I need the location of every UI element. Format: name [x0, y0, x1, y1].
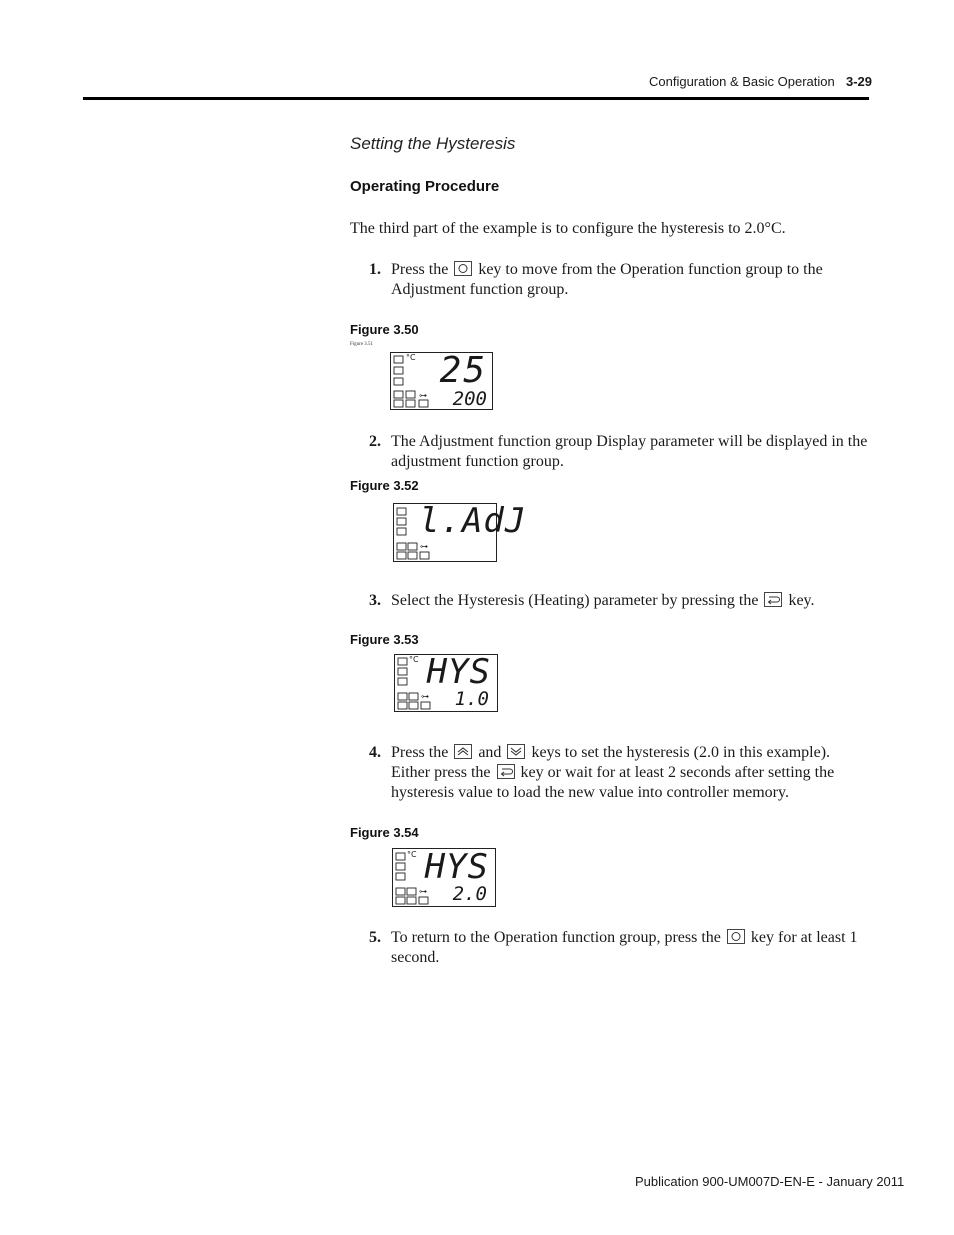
- step-text: keys to set the hysteresis (2.0 in this example). Either press the: [391, 744, 831, 781]
- step-3: [369, 591, 869, 611]
- mode-key-icon: [727, 929, 745, 944]
- parameter-value: 1.0: [454, 688, 489, 710]
- step-4: [369, 743, 869, 803]
- running-header-title: Configuration & Basic Operation: [649, 74, 835, 89]
- parameter-name: HYS: [424, 847, 489, 887]
- step-2: [369, 432, 869, 472]
- mode-key-icon: [454, 261, 472, 276]
- process-value: 25: [439, 350, 487, 391]
- step-5: [369, 928, 869, 968]
- down-key-icon: [507, 744, 525, 759]
- controller-display-fig-3-50: [390, 352, 493, 410]
- set-point-value: 200: [452, 388, 487, 410]
- step-text: key or wait for at least 2 seconds after setting the hysteresis value to load the new value into controller memory.: [391, 764, 835, 801]
- parameter-display: l.AdJ: [419, 501, 527, 541]
- step-text: key for at least 1 second.: [391, 929, 858, 966]
- unit-indicator: °C: [409, 655, 419, 664]
- step-text: key.: [788, 592, 815, 609]
- parameter-name: HYS: [426, 652, 491, 692]
- figure-label: Figure 3.54: [350, 825, 419, 840]
- step-number: 2.: [369, 433, 381, 450]
- section-title: Setting the Hysteresis: [350, 134, 516, 153]
- controller-display-fig-3-53: [394, 654, 498, 712]
- key-lock-icon: ⊶: [419, 887, 427, 896]
- figure-label: Figure 3.52: [350, 478, 419, 493]
- figure-label: Figure 3.53: [350, 632, 419, 647]
- page-number: 3-29: [846, 74, 873, 89]
- step-text: Press the: [391, 261, 449, 278]
- step-number: 3.: [369, 592, 381, 609]
- step-text: key to move from the Operation function group to the Adjustment function group.: [391, 261, 823, 298]
- step-1: [369, 260, 869, 300]
- step-text: and: [478, 744, 502, 761]
- unit-indicator: °C: [406, 353, 416, 362]
- publication-footer: Publication 900-UM007D-EN-E - January 2011: [635, 1174, 905, 1189]
- step-number: 1.: [369, 261, 381, 278]
- figure-label: Figure 3.50: [350, 322, 419, 337]
- step-number: 5.: [369, 929, 381, 946]
- step-number: 4.: [369, 744, 381, 761]
- step-text: To return to the Operation function group, press the: [391, 929, 721, 946]
- subsection-title: Operating Procedure: [350, 178, 500, 195]
- controller-display-fig-3-54: [392, 848, 496, 907]
- up-key-icon: [454, 744, 472, 759]
- step-text: The Adjustment function group Display parameter will be displayed in the adjustment function group.: [391, 433, 868, 470]
- header-rule: [83, 97, 869, 100]
- level-key-icon: [764, 592, 782, 607]
- level-key-icon: [497, 764, 515, 779]
- key-lock-icon: ⊶: [420, 542, 428, 551]
- figure-caption-small: Figure 3.51: [350, 342, 374, 347]
- controller-display-fig-3-52: [393, 501, 527, 562]
- step-text: Select the Hysteresis (Heating) parameter by pressing the: [391, 592, 759, 609]
- parameter-value: 2.0: [452, 883, 487, 905]
- intro-paragraph: The third part of the example is to configure the hysteresis to 2.0°C.: [350, 220, 786, 237]
- key-lock-icon: ⊶: [421, 692, 429, 701]
- unit-indicator: °C: [407, 850, 417, 859]
- key-lock-icon: ⊶: [419, 391, 427, 400]
- step-text: Press the: [391, 744, 449, 761]
